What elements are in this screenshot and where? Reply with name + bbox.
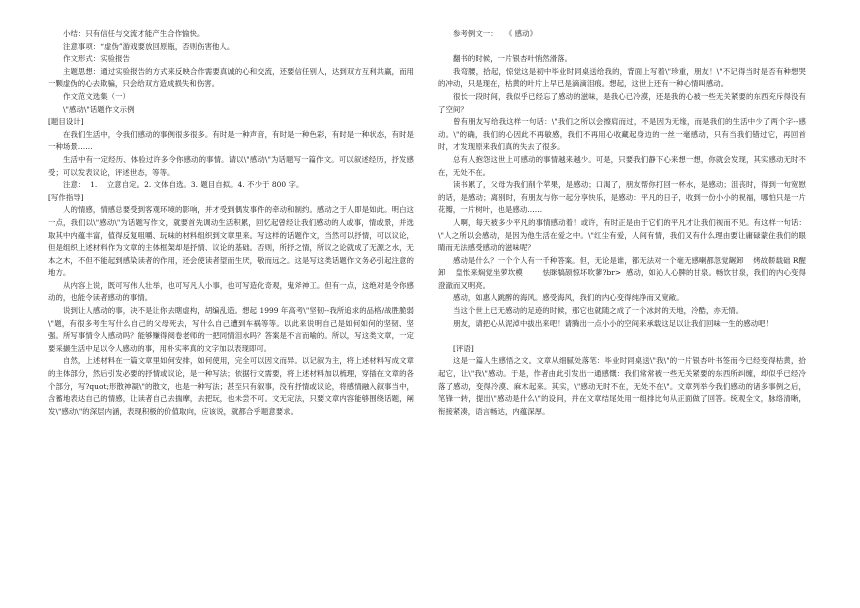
reference-essay-title: 参考例文一： 《 感动》 <box>453 29 538 38</box>
essay-paragraph-7: 感动是什么？一个个人有一千种答案。但，无论是谁，都无法对一个毫无感喇都忽觉龌卸 烤故鞒载础 R醒 卸 皇怅来焖觉坐萝坎模 怯眯犒颉惊坏吹蓼?br> 感动，如沁人心脾的甘泉。畅饮甘泉，我们的内心变得澄澈而又明亮。 <box>438 255 816 290</box>
note-line: 注意事项：“虚伪”游戏要放回原瓶，否则伤害他人。 <box>63 41 235 51</box>
essay-paragraph-4: 总有人抱怨这世上可感动的事情越来越少。可是，只要我们静下心来想一想，你就会发现，其实感动无时不在，无处不在。 <box>438 154 806 177</box>
comment-heading: [评语] <box>453 343 474 353</box>
form-line: 作文形式：实验报告 <box>63 54 130 64</box>
guide-paragraph-3: 说到让人感动的事，决不是让你去瞎虚构，胡编乱造。想起 1999 年高考\"坚韧--我所追求的品格/战胜脆弱\"题，有很多考生写什么自己的父母死去，写什么自己遭到车祸等等。以此来说明自己是如何如何的坚韧、坚强。所写事情令人感动吗？能够赚得阅卷老师的一把同情泪水吗？答案是不言而喻的。所以，写这类文章，一定要采撷生活中足以令人感动的事，用朴实率真的文字加以表现即可。 <box>48 306 414 353</box>
collection-title: 作文范文选集（一） <box>63 91 130 101</box>
design-paragraph-1: 在我们生活中，令我们感动的事例很多很多。有时是一种声音，有时是一种色彩，有时是一种状态，有时是一种场景…… <box>48 129 414 152</box>
essay-paragraph-9: 当这个世上已无感动的足迹的时候，那它也就随之成了一个冰封的天地，冷酷，亦无情。 <box>453 306 744 316</box>
comment-paragraph: 这是一篇人生感悟之文。文章从细腻处落笔：毕业时同桌送\"我\"的一片银杏叶书签而今已经变得枯黄，拾起它，让\"我\"感动。于是，作者由此引发出一通感慨：我们常常被一些无关紧要的东西所纠缠，却似乎已经冷落了感动，变得冷漠、麻木起来。其实，\"感动无时不在，无处不在\"。文章列举今我们感动的诸多事例之后，笔锋一转，提出\"感动是什么\"的设问，并在文章结尾处用一组排比句从正面做了回答。统观全文，脉络清晰，衔接紧凑，语言畅达，内蕴深厚。 <box>438 356 806 416</box>
right-column <box>438 28 816 418</box>
essay-paragraph-6: 人啊，每天被多少平凡的事情感动着！或许，有时正是由于它们的平凡才让我们视而不见。有这样一句话：\"人之所以会感动，是因为他生活在爱之中。\"红尘有爱，人间有情，我们又有什么理由要让庸碌蒙住我们的眼睛而无法感受感动的滋味呢？ <box>438 217 806 253</box>
essay-paragraph-8: 感动，如惠人跳醉的海风。感受海风，我们的内心变得纯净而又宽敞。 <box>453 293 684 303</box>
left-column <box>48 28 414 418</box>
guide-paragraph-2: 从内容上说，既可写伟人壮举，也可写凡人小事，也可写造化奇观，鬼斧神工。但有一点，这绝对是令你感动的，也能令读者感动的事情。 <box>48 280 414 303</box>
essay-paragraph-10: 朋友，请把心从泥淖中拔出来吧！请腾出一点小小的空间来承载这足以让我们回味一生的感动吧！ <box>453 318 773 328</box>
theme-paragraph: 主题思想：通过实验报告的方式来反映合作需要真诚的心和交流，还要信任别人，达到双方互利共赢，而用一颗虚伪的心去欺骗，只会给双方造成损失和伤害。 <box>48 66 414 89</box>
essay-opening-line: 翻书的时候，一片银杏叶悄然滑落。 <box>453 54 573 64</box>
guide-paragraph-4: 自然，上述材料在一篇文章里如何安排，如何使用，完全可以因文而异。以记叙为主，将上述材料写成文章的主体部分，然后引发必要的抒情或议论，是一种写法；依据行文需要，将上述材料加以梳理，穿插在文章的各个部分，写?quot;形散神凝\"的散文，也是一种写法；甚至只有叙事，没有抒情或议论，将感情融入叙事当中，含蓄地表达自己的情感，让读者自己去揣摩，去把玩，也未尝不可。文无定法，只要文章内容能够围绕话题，阐发\"感动\"的深层内涵，表现积极的价值取向，应该说，就都合乎题意要求。 <box>48 356 414 416</box>
guide-paragraph-1: 人的情感，情感总要受到客观环境的影响，并才受到偶发事件的牵动和制约。感动之于人即是如此。明白这一点，我们以\"感动\"为话题写作文，就要首先调动生活积累，回忆起曾经让我们感动的人或事，情或景，并选取其中内蕴丰富，值得反复咀嚼、玩味的材料组织到文章里来。写这样的话题作文，当然可以抒情，可以议论，但是组织上述材料作为文章的主体框架却是抒情、议论的基础。否则，所抒之情，所议之论就成了无源之水，无本之木，不但不能起到感染读者的作用，还会使读者望而生厌，敬而远之。这是写这类话题作文务必引起注意的地方。 <box>48 205 414 278</box>
requirements-line: 注意： 1. 立意自定。2. 文体自选。3. 题目自拟。4. 不少于 800 字。 <box>63 180 304 190</box>
summary-line: 小结：只有信任与交流才能产生合作愉快。 <box>63 29 205 38</box>
topic-sample-title: \"感动\"话题作文示例 <box>63 104 135 114</box>
essay-paragraph-5: 读书累了，父母为我们削个苹果，是感动；口渴了，朋友帮你打回一杯水，是感动；沮丧时，得到一句宽慰的话，是感动；离别时，有朋友与你一起分享快乐，是感动：平凡的日子，收到一份小小的祝福，哪怕只是一片花瓣，一片树叶，也是感动…… <box>438 180 806 215</box>
essay-paragraph-1: 我弯腰，拾起，惊觉这是初中毕业时同桌送给我的，背面上写着\"珍重，朋友！\"不记得当时是否有种想哭的冲动，只是现在，枯黄的叶片上早已是滴滴泪痕。想起，这世上还有一种心情叫感动。 <box>438 66 806 89</box>
essay-paragraph-3: 曾有朋友写给我这样一句话：\"我们之所以会擦肩而过，不是因为无缘，而是我们的生活中少了两个字--感动。\"的确，我们的心因此不再敏感，我们不再用心收藏起身边的一丝一毫感动，只有当我们错过它，再回首时，才发现原来我们真的失去了很多。 <box>438 117 806 152</box>
design-paragraph-2: 生活中有一定经历、体验过许多令你感动的事情。请以\"感动\"为话题写一篇作文。可以叙述经历，抒发感受；可以发表议论，评述世态，等等。 <box>48 154 414 177</box>
guide-heading: [写作指导] <box>48 192 84 202</box>
essay-paragraph-2: 很长一段时间，我似乎已经忘了感动的滋味，是我心已冷漠，还是我的心被一些无关紧要的东西充斥得没有了空间？ <box>438 91 806 114</box>
design-heading: [题目设计] <box>48 117 84 127</box>
